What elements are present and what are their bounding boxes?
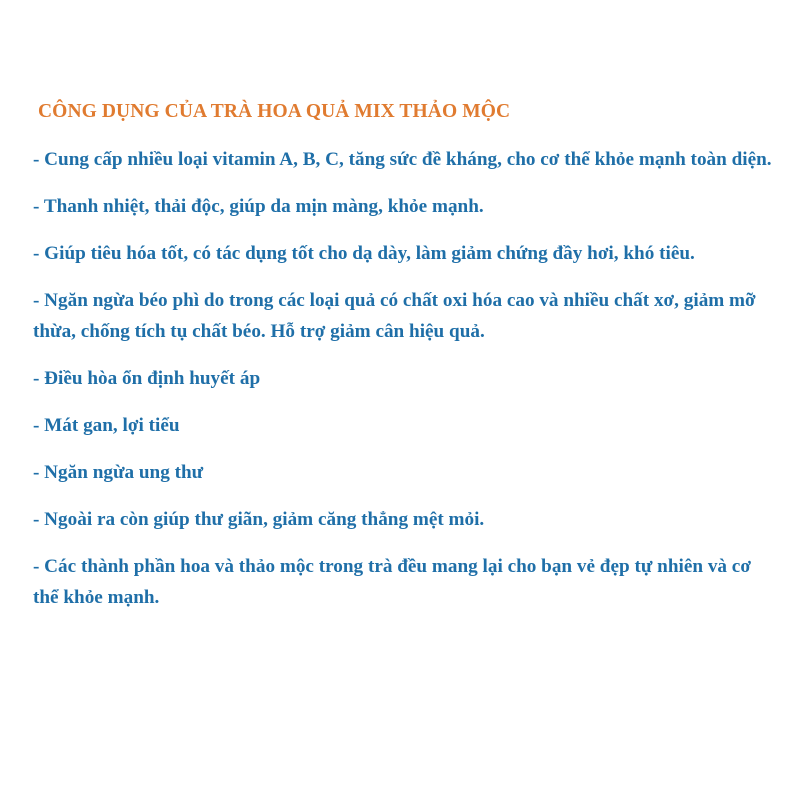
list-item: - Ngăn ngừa béo phì do trong các loại quả có chất oxi hóa cao và nhiều chất xơ, giảm mỡ thừa, chống tích tụ chất béo. Hỗ trợ giảm cân hiệu quả. [33, 290, 756, 342]
list-item: - Các thành phần hoa và thảo mộc trong trà đều mang lại cho bạn vẻ đẹp tự nhiên và cơ thể khỏe mạnh. [33, 556, 751, 608]
list-item: - Thanh nhiệt, thải độc, giúp da mịn màng, khỏe mạnh. [33, 196, 484, 217]
benefit-list [33, 144, 773, 613]
list-item: - Giúp tiêu hóa tốt, có tác dụng tốt cho dạ dày, làm giảm chứng đầy hơi, khó tiêu. [33, 243, 695, 264]
list-item: - Điều hòa ổn định huyết áp [33, 368, 261, 389]
list-item: - Ngăn ngừa ung thư [33, 462, 204, 483]
list-item: - Mát gan, lợi tiểu [33, 415, 180, 436]
list-item: - Ngoài ra còn giúp thư giãn, giảm căng thẳng mệt mỏi. [33, 509, 485, 530]
list-item: - Cung cấp nhiều loại vitamin A, B, C, tăng sức đề kháng, cho cơ thể khỏe mạnh toàn diện. [33, 149, 772, 170]
document-title: CÔNG DỤNG CỦA TRÀ HOA QUẢ MIX THẢO MỘC [38, 101, 511, 122]
